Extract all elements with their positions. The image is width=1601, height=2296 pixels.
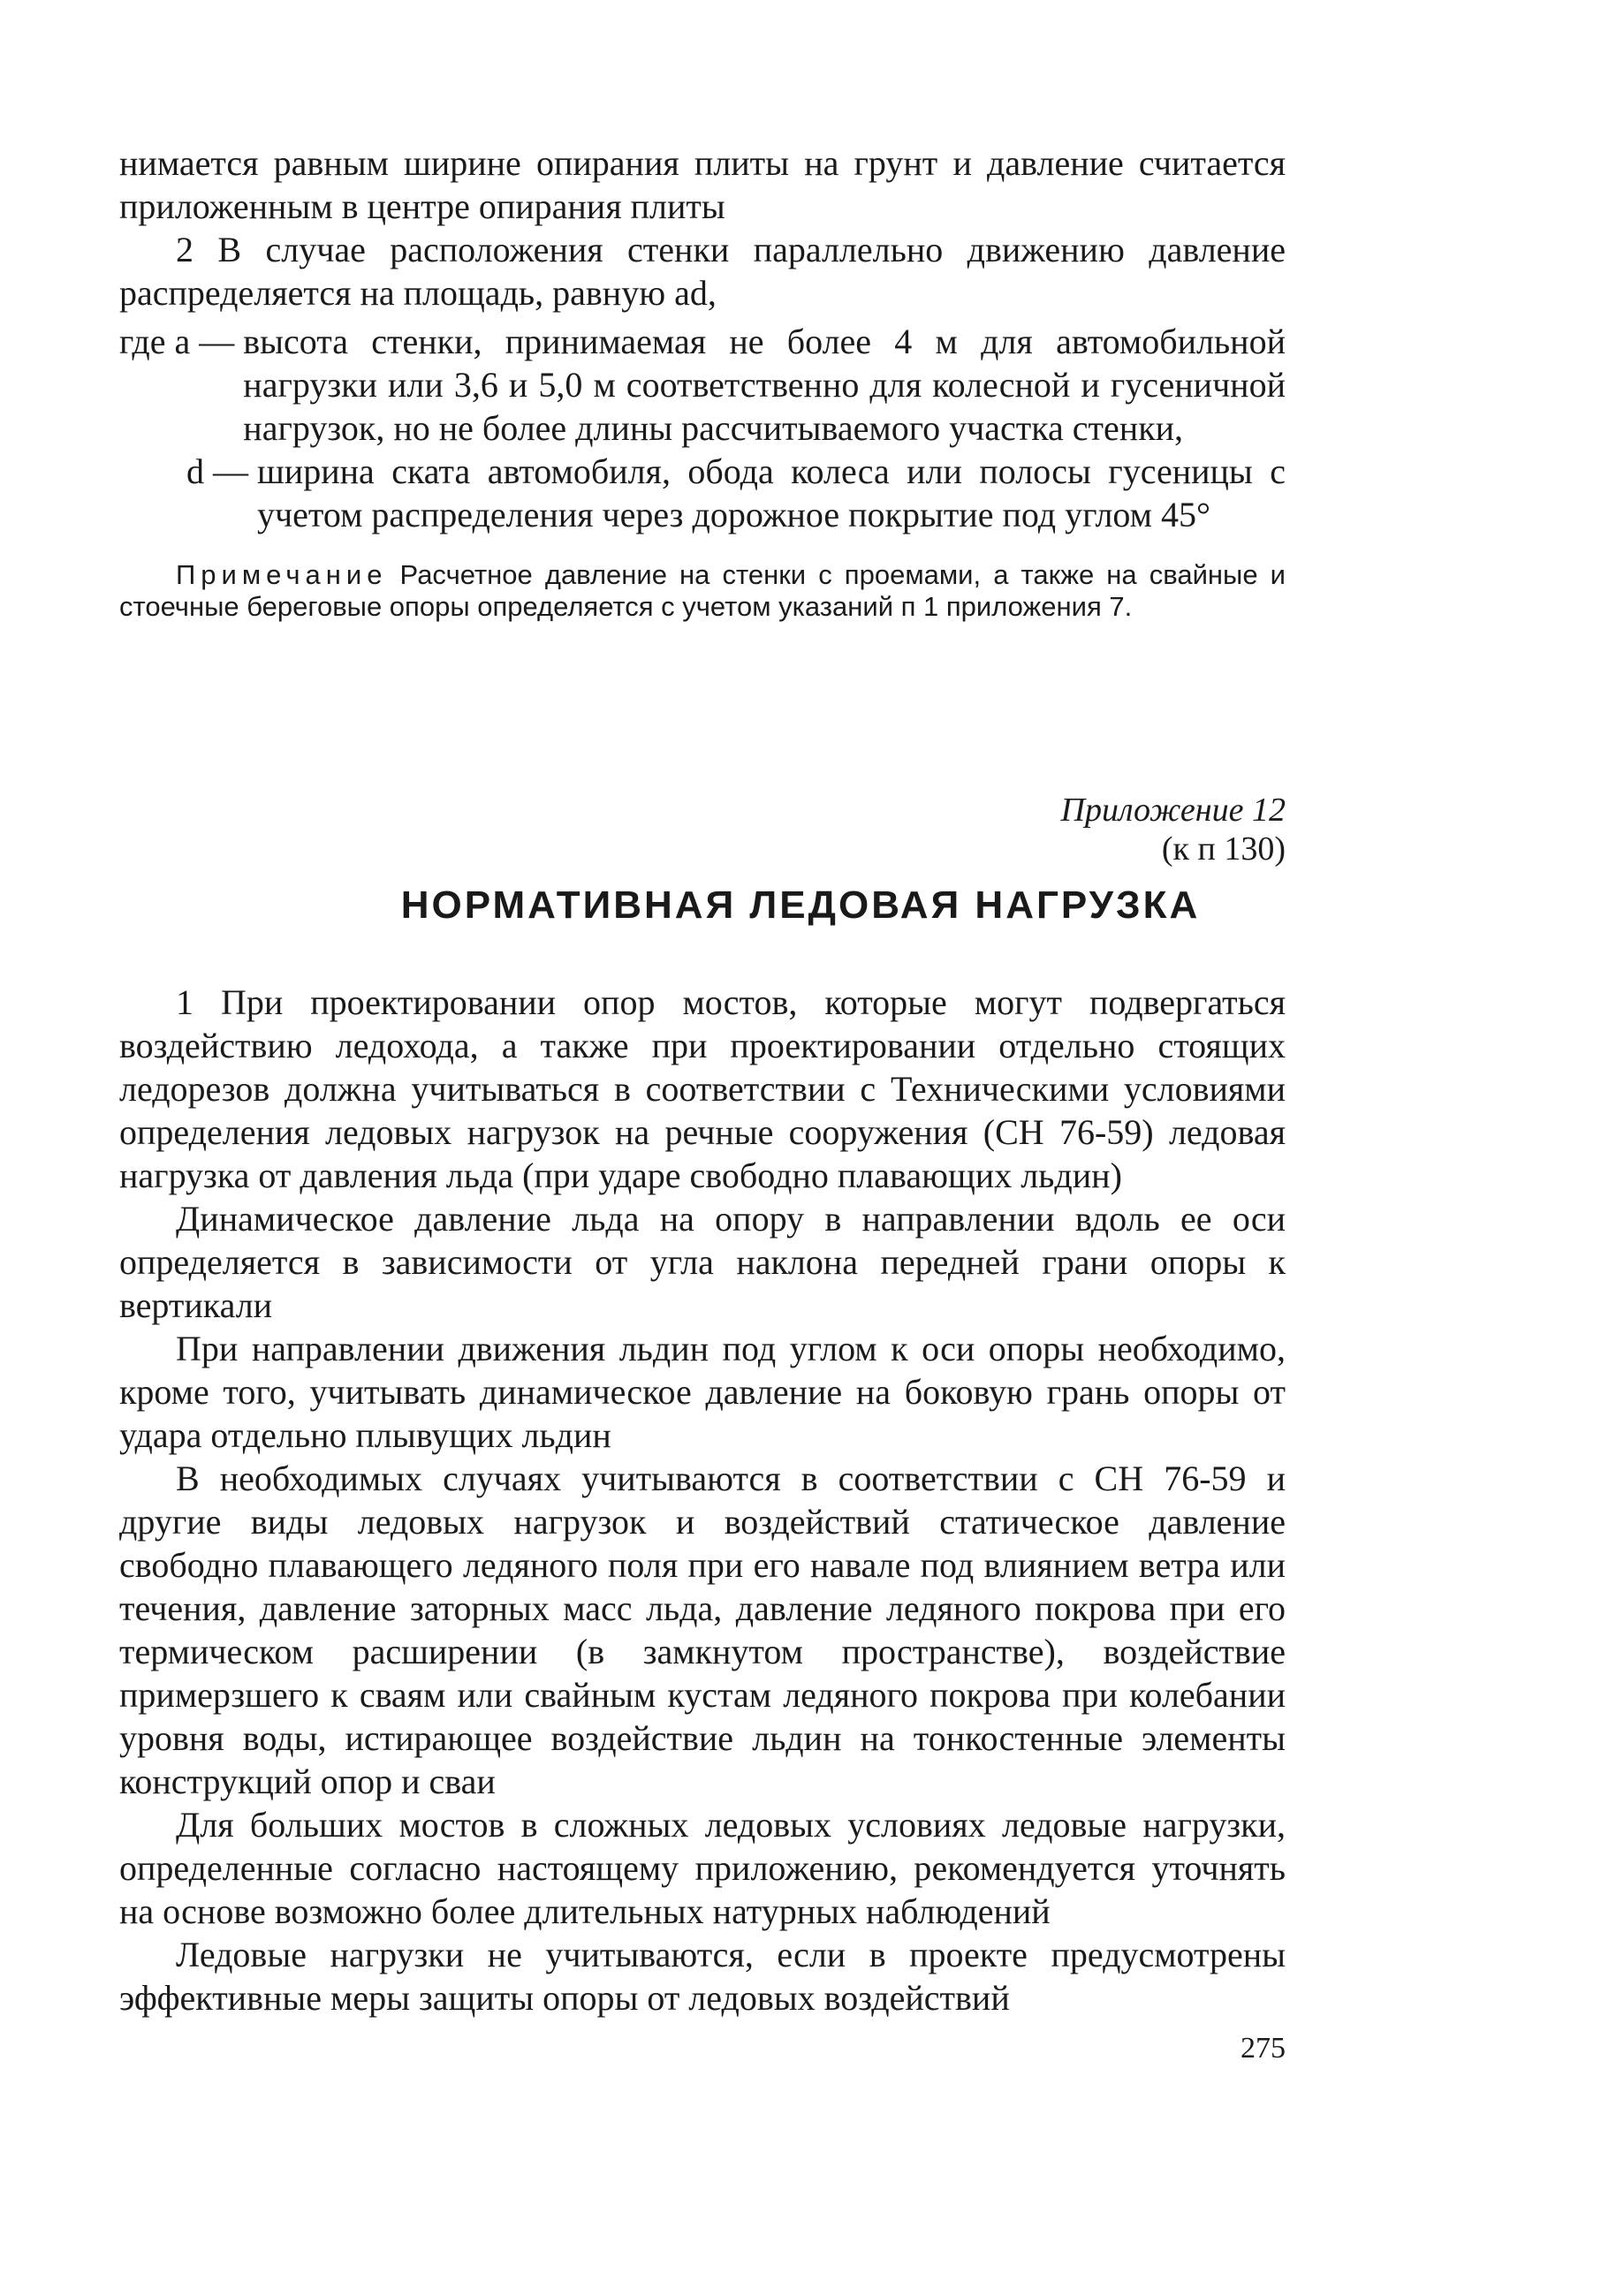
- note-label: Примечание: [176, 559, 388, 590]
- note: [119, 559, 1286, 623]
- paragraph-1: 1 При проектировании опор мостов, которые могут подвергаться воздействию ледохода, а также при проектировании отдельно стоящих ледорезов должна учитываться в соответствии с Техническими условиями определения ледовых нагрузок на речные сооружения (СН 76-59) ледовая нагрузка от давления льда (при ударе свободно плавающих льдин): [119, 982, 1286, 1195]
- appendix-label: Приложение 12: [1060, 792, 1286, 829]
- definition-d-term: d —: [186, 451, 257, 491]
- page-number: 275: [1241, 2032, 1286, 2065]
- paragraph-continuation: нимается равным ширине опирания плиты на грунт и давление считается приложенным в центре опирания плиты: [119, 143, 1286, 226]
- paragraph-3: При направлении движения льдин под углом к оси опоры необходимо, кроме того, учитывать динамическое давление на боковую грань опоры от удара отдельно плывущих льдин: [119, 1329, 1286, 1455]
- appendix-point-ref: (к п 130): [1161, 830, 1286, 868]
- appendix-reference: [1061, 791, 1286, 868]
- definition-a: [119, 320, 1286, 450]
- continued-section: [119, 141, 1286, 623]
- paragraph-4: В необходимых случаях учитываются в соответствии с СН 76-59 и другие виды ледовых нагрузок и воздействий статическое давление свободно плавающего ледяного поля при его навале под влиянием ветра или течения, давление заторных масс льда, давление ледяного покрова при его термическом расширении (в замкнутом пространстве), воздействие примерзшего к сваям или свайным кустам ледяного покрова при колебании уровня воды, истирающее воздействие льдин на тонкостенные элементы конструкций опор и сваи: [119, 1459, 1286, 1801]
- definition-a-term: где a —: [119, 322, 244, 361]
- paragraph-6: Ледовые нагрузки не учитываются, если в проекте предусмотрены эффективные меры защиты опоры от ледовых воздействий: [119, 1935, 1286, 2018]
- note-text: Расчетное давление на стенки с проемами, а также на свайные и стоечные береговые опоры определяется с учетом указаний п 1 приложения 7.: [119, 559, 1286, 622]
- definition-d: [119, 450, 1286, 536]
- paragraph-2: Динамическое давление льда на опору в направлении вдоль ее оси определяется в зависимости от угла наклона передней грани опоры к вертикали: [119, 1199, 1286, 1325]
- main-text: [119, 981, 1286, 2019]
- definition-d-text: ширина ската автомобиля, обода колеса или полосы гусеницы с учетом распределения через дорожное покрытие под углом 45°: [257, 451, 1286, 534]
- definition-a-text: высота стенки, принимаемая не более 4 м для автомобильной нагрузки или 3,6 и 5,0 м соответственно для колесной и гусеничной нагрузок, но не более длины рассчитываемого участка стенки,: [243, 322, 1286, 448]
- paragraph-item-2: 2 В случае расположения стенки параллельно движению давление распределяется на площадь, равную ad,: [119, 230, 1286, 313]
- paragraph-5: Для больших мостов в сложных ледовых условиях ледовые нагрузки, определенные согласно настоящему приложению, рекомендуется уточнять на основе возможно более длительных натурных наблюдений: [119, 1805, 1286, 1931]
- section-heading: НОРМАТИВНАЯ ЛЕДОВАЯ НАГРУЗКА: [400, 883, 1201, 927]
